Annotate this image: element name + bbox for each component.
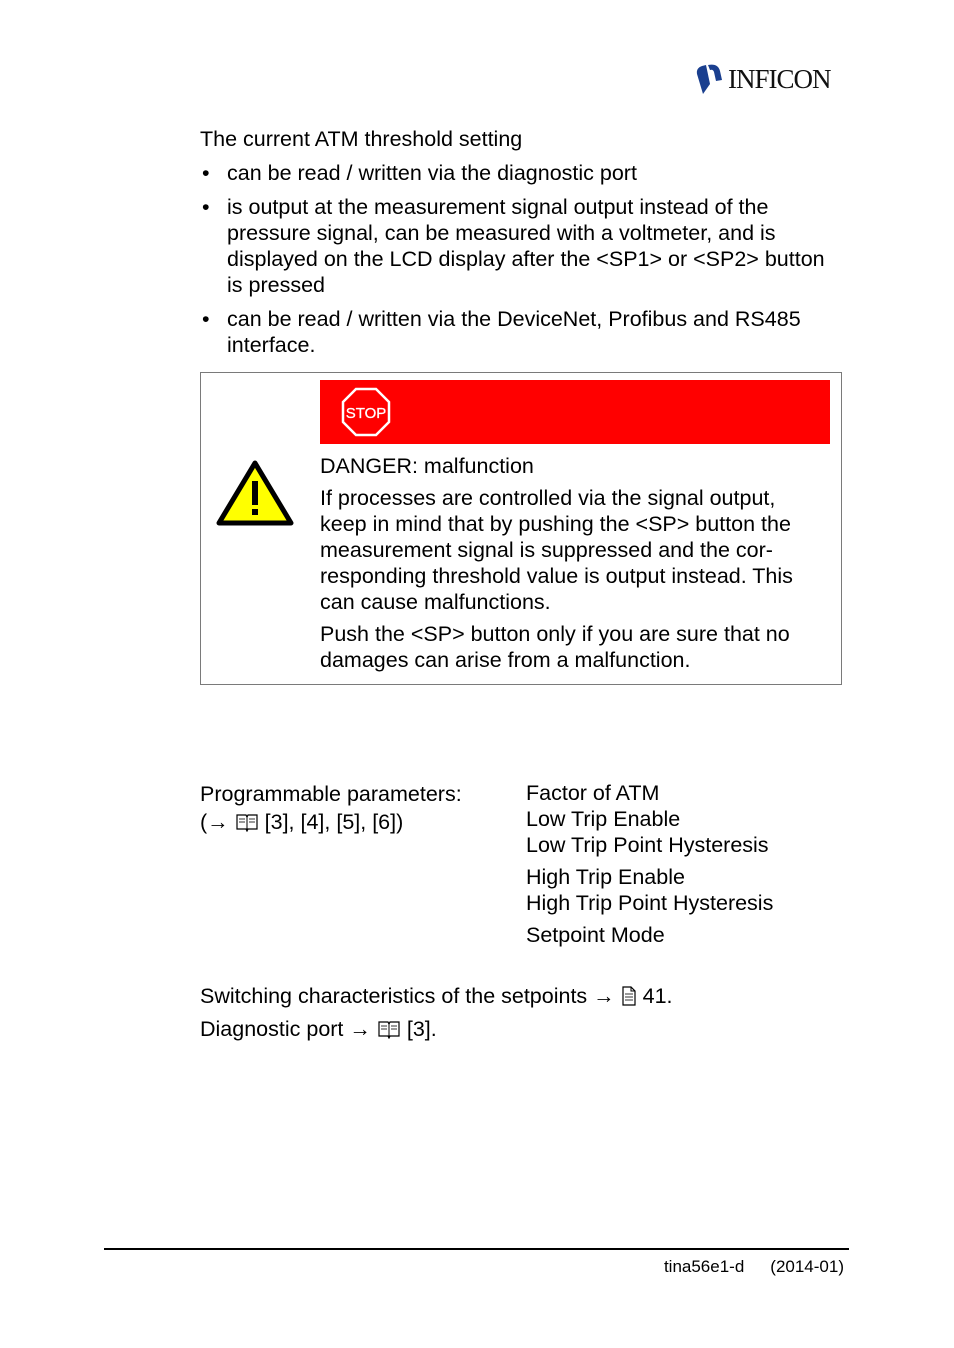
param-item: Low Trip Point Hysteresis [526, 833, 769, 857]
param-item: High Trip Point Hysteresis [526, 891, 774, 915]
book-icon [235, 812, 259, 832]
params-group [526, 780, 773, 858]
footer-divider [104, 1248, 849, 1250]
params-group [526, 864, 773, 916]
switching-text: Switching characteristics of the setpoints → [200, 984, 615, 1008]
footer-date: (2014-01) [770, 1257, 844, 1276]
params-list [526, 780, 773, 954]
list-item-text: can be read / written via the diagnostic port [227, 161, 637, 185]
diagnostic-text: Diagnostic port → [200, 1017, 371, 1041]
diagnostic-reference [200, 1015, 437, 1043]
params-ref-prefix: (→ [200, 810, 229, 834]
params-label-block [200, 780, 462, 836]
warning-triangle-icon [216, 459, 294, 527]
params-group [526, 922, 773, 948]
switching-page: 41. [642, 984, 673, 1008]
danger-text [320, 453, 825, 679]
list-item [200, 160, 840, 186]
list-item [200, 306, 840, 358]
list-item-text: can be read / written via the DeviceNet, Profibus and RS485 interface. [227, 307, 801, 357]
bullet-dot: • [202, 307, 210, 331]
danger-paragraph: Push the <SP> button only if you are sure that no damages can arise from a malfunction. [320, 622, 790, 672]
bullet-list [200, 160, 840, 366]
diagnostic-ref: [3]. [406, 1017, 437, 1041]
danger-header-bar [320, 380, 830, 444]
param-item: Factor of ATM [526, 781, 660, 805]
list-item [200, 194, 840, 298]
footer-doc-id: tina56e1-d [663, 1257, 745, 1276]
book-icon [377, 1019, 401, 1039]
bullet-dot: • [202, 161, 210, 185]
danger-notice [200, 372, 842, 685]
list-item-text: is output at the measurement signal output instead of the pressure signal, can be measured with a voltmeter, and is displayed on the LCD display after the <SP1> or <SP2> button is pressed [227, 195, 825, 297]
stop-sign-icon [341, 387, 391, 437]
inficon-logo-mark-icon [694, 62, 724, 96]
param-item: Setpoint Mode [526, 923, 665, 947]
param-item: Low Trip Enable [526, 807, 681, 831]
inficon-logo [694, 62, 831, 96]
intro-text: The current ATM threshold setting [200, 127, 523, 151]
params-ref-list: [3], [4], [5], [6]) [264, 810, 404, 834]
params-label: Programmable parameters: [200, 782, 462, 806]
page-icon [621, 986, 637, 1006]
footer [664, 1256, 844, 1278]
logo-text: INFICON [728, 63, 831, 94]
stop-sign-label: STOP [345, 405, 387, 422]
danger-title: DANGER: malfunction [320, 454, 534, 478]
params-reference [200, 808, 462, 836]
danger-paragraph: If processes are controlled via the signal output, keep in mind that by pushing the <SP> button the measurement signal is suppressed and the cor-responding threshold value is output instead. This can cause malfunctions. [320, 486, 793, 614]
bullet-dot: • [202, 195, 210, 219]
param-item: High Trip Enable [526, 865, 685, 889]
switching-reference [200, 982, 673, 1010]
